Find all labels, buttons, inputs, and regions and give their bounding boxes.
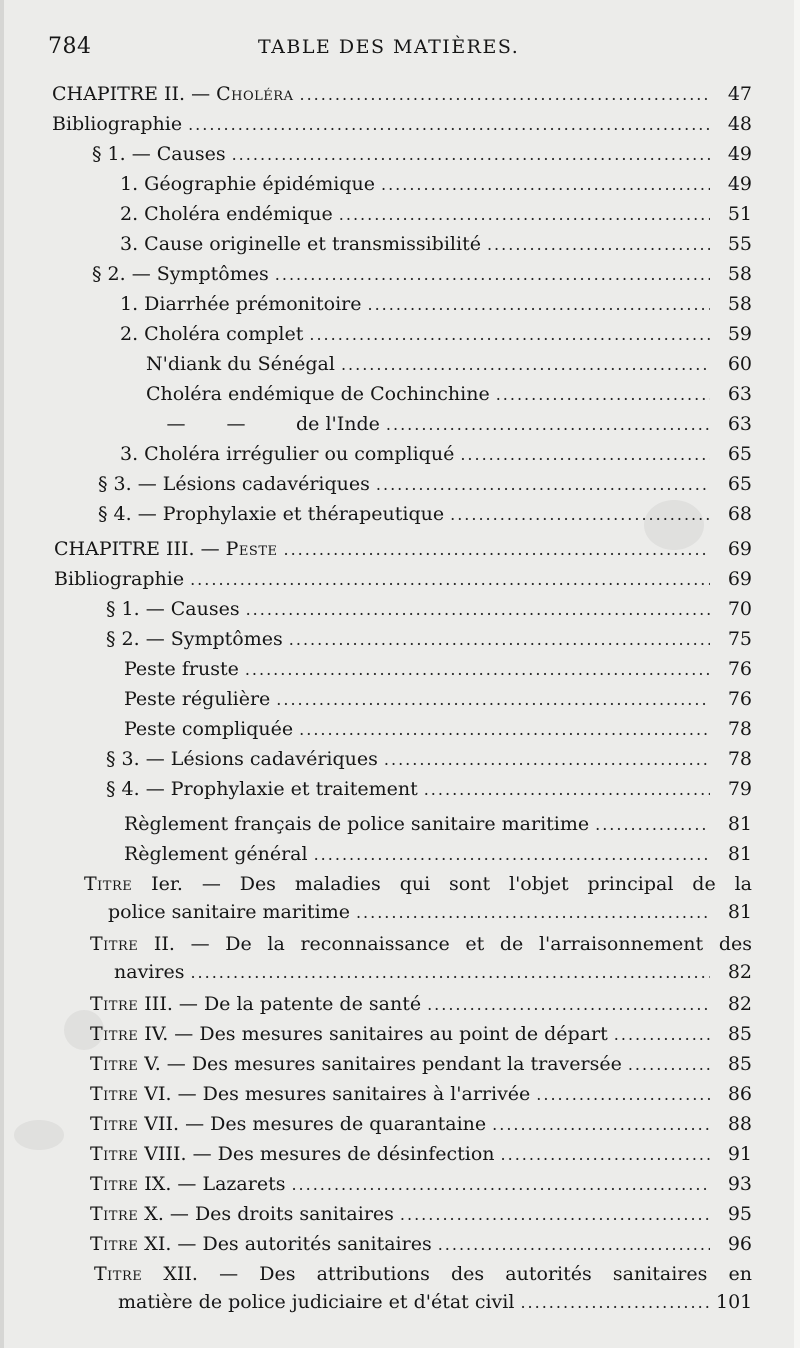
entry-title: [106, 625, 283, 653]
entry-text: 2. Choléra complet: [120, 323, 304, 345]
entry-title: [90, 1050, 622, 1078]
dot-leader: [245, 656, 710, 684]
entry-title: [124, 655, 239, 683]
entry-text: IX. — Lazarets: [138, 1173, 286, 1195]
dot-leader: [291, 1171, 710, 1199]
toc-entry: [52, 80, 752, 108]
dot-leader: [595, 811, 710, 839]
toc-entry: [90, 990, 752, 1018]
entry-title: [90, 1080, 530, 1108]
page-header: [48, 34, 748, 68]
table-of-contents: [4, 80, 800, 1320]
entry-text-continued: matière de police judiciaire et d'état civil: [118, 1291, 515, 1313]
toc-entry: [106, 775, 752, 803]
entry-text: Choléra endémique de Cochinchine: [146, 383, 490, 405]
dot-leader: [339, 201, 710, 229]
dot-leader: [367, 291, 710, 319]
entry-text: II. — De la reconnaissance et de l'arraisonnement des: [138, 933, 752, 955]
smallcaps-label: Titre: [90, 933, 139, 955]
smallcaps-label: Titre: [90, 1113, 139, 1135]
dot-leader: [232, 141, 710, 169]
page-ref: 95: [727, 1203, 752, 1225]
smallcaps-label: Peste: [225, 538, 278, 560]
toc-entry: [90, 1020, 752, 1048]
entry-title: [106, 745, 378, 773]
entry-text: Peste fruste: [124, 658, 239, 680]
dot-leader: [309, 321, 710, 349]
entry-text: VII. — Des mesures de quarantaine: [138, 1113, 487, 1135]
dot-leader: [438, 1231, 710, 1259]
entry-line-1: [94, 1260, 752, 1288]
entry-title: [90, 1110, 486, 1138]
page-ref: 69: [727, 568, 752, 590]
entry-title: [84, 873, 752, 895]
toc-entry: [90, 1110, 752, 1138]
entry-title: [98, 470, 370, 498]
entry-text: 1. Géographie épidémique: [120, 173, 375, 195]
entry-title: [146, 410, 380, 438]
dot-leader: [246, 596, 710, 624]
entry-text: de l'Inde: [296, 413, 380, 435]
entry-title: [120, 290, 361, 318]
dot-leader: [276, 686, 710, 714]
entry-text: 2. Choléra endémique: [120, 203, 333, 225]
toc-entry: [120, 230, 752, 258]
entry-title: [120, 440, 454, 468]
entry-title: [90, 1200, 394, 1228]
entry-title: [90, 1020, 608, 1048]
page-ref: 68: [727, 503, 752, 525]
smallcaps-label: Titre: [90, 1083, 139, 1105]
entry-text: § 2. — Symptômes: [106, 628, 283, 650]
entry-text-continued: navires: [114, 961, 185, 983]
toc-entry: [90, 1200, 752, 1228]
entry-title: [90, 933, 752, 955]
toc-entry: [98, 470, 752, 498]
entry-title: [120, 320, 303, 348]
dot-leader: [314, 841, 710, 869]
dot-leader: [424, 776, 710, 804]
toc-entry: [90, 1080, 752, 1108]
entry-text: § 1. — Causes: [92, 143, 226, 165]
page-ref: 79: [727, 778, 752, 800]
entry-text: Bibliographie: [52, 113, 183, 135]
page-ref: 82: [727, 961, 752, 983]
entry-text: § 4. — Prophylaxie et thérapeutique: [98, 503, 445, 525]
toc-entry: [120, 200, 752, 228]
page-ref: 55: [727, 233, 752, 255]
entry-text: § 2. — Symptômes: [92, 263, 269, 285]
ditto-mark: —: [226, 413, 246, 435]
smallcaps-label: Titre: [90, 1233, 139, 1255]
entry-title: [120, 170, 375, 198]
entry-title: [52, 80, 293, 108]
dot-leader: [536, 1081, 710, 1109]
page-ref: 60: [727, 353, 752, 375]
entry-title: [92, 260, 269, 288]
page-ref: 69: [727, 538, 752, 560]
page-ref: 88: [727, 1113, 752, 1135]
entry-title: [120, 230, 481, 258]
page-ref: 76: [727, 658, 752, 680]
toc-entry: [120, 170, 752, 198]
entry-text: N'diank du Sénégal: [146, 353, 335, 375]
entry-text: X. — Des droits sanitaires: [138, 1203, 394, 1225]
entry-title: [124, 810, 589, 838]
toc-entry: [90, 1170, 752, 1198]
smallcaps-label: Titre: [90, 1053, 139, 1075]
dot-leader: [460, 441, 710, 469]
toc-entry: [124, 840, 752, 868]
entry-text: 3. Choléra irrégulier ou compliqué: [120, 443, 455, 465]
toc-entry: [120, 440, 752, 468]
entry-title: [90, 1140, 495, 1168]
toc-entry: [92, 140, 752, 168]
page-ref: 81: [727, 813, 752, 835]
entry-title: [98, 500, 444, 528]
page-ref: 81: [727, 901, 752, 923]
toc-entry: [84, 870, 752, 927]
toc-entry: [90, 1230, 752, 1258]
dot-leader: [190, 959, 710, 987]
entry-title: [90, 990, 421, 1018]
entry-title: [124, 685, 270, 713]
page-ref: 48: [727, 113, 752, 135]
smallcaps-label: Choléra: [216, 83, 294, 105]
toc-entry: [106, 745, 752, 773]
page-ref: 101: [716, 1291, 753, 1313]
entry-title: [92, 140, 226, 168]
toc-entry: [106, 595, 752, 623]
entry-text: IV. — Des mesures sanitaires au point de départ: [138, 1023, 608, 1045]
entry-title: [52, 110, 182, 138]
entry-text: § 3. — Lésions cadavériques: [98, 473, 370, 495]
entry-text: VI. — Des mesures sanitaires à l'arrivée: [138, 1083, 531, 1105]
entry-text: Bibliographie: [54, 568, 185, 590]
entry-title: [124, 715, 293, 743]
entry-title: [54, 535, 277, 563]
page-ref: 49: [727, 143, 752, 165]
dot-leader: [628, 1051, 710, 1079]
page-ref: 93: [727, 1173, 752, 1195]
page-ref: 96: [727, 1233, 752, 1255]
entry-text: Peste compliquée: [124, 718, 294, 740]
page-ref: 91: [727, 1143, 752, 1165]
toc-entry: [124, 655, 752, 683]
dot-leader: [614, 1021, 710, 1049]
toc-entry: [124, 810, 752, 838]
toc-entry: [120, 290, 752, 318]
smallcaps-label: Titre: [94, 1263, 143, 1285]
page-ref: 70: [727, 598, 752, 620]
entry-text: § 3. — Lésions cadavériques: [106, 748, 378, 770]
page-ref: 82: [727, 993, 752, 1015]
entry-text: Ier. — Des maladies qui sont l'objet principal de la: [132, 873, 752, 895]
entry-title: [146, 350, 335, 378]
entry-text: VIII. — Des mesures de désinfection: [138, 1143, 495, 1165]
chapter-label: CHAPITRE II. —: [52, 83, 217, 105]
entry-text: V. — Des mesures sanitaires pendant la traversée: [138, 1053, 622, 1075]
dot-leader: [299, 716, 710, 744]
toc-entry: [90, 1050, 752, 1078]
toc-entry: [120, 320, 752, 348]
toc-entry: [106, 625, 752, 653]
page-ref: 76: [727, 688, 752, 710]
entry-title: [94, 1263, 752, 1285]
page-ref: 59: [727, 323, 752, 345]
entry-text: 1. Diarrhée prémonitoire: [120, 293, 362, 315]
entry-title: [90, 1230, 432, 1258]
dot-leader: [188, 111, 710, 139]
entry-title: [106, 775, 418, 803]
dot-leader: [520, 1289, 710, 1317]
entry-title: [124, 840, 308, 868]
dot-leader: [384, 746, 710, 774]
entry-line-2: [94, 1288, 752, 1317]
dot-leader: [341, 351, 710, 379]
toc-entry: [124, 715, 752, 743]
toc-entry: [90, 930, 752, 987]
ditto-mark: —: [166, 413, 186, 435]
page-ref: 47: [727, 83, 752, 105]
dot-leader: [299, 81, 710, 109]
entry-text: Peste régulière: [124, 688, 271, 710]
dot-leader: [376, 471, 710, 499]
page-ref: 65: [727, 443, 752, 465]
dot-leader: [190, 566, 710, 594]
page-ref: 58: [727, 263, 752, 285]
entry-text: XI. — Des autorités sanitaires: [138, 1233, 432, 1255]
entry-title: [106, 595, 240, 623]
dot-leader: [289, 626, 710, 654]
dot-leader: [450, 501, 710, 529]
page-ref: 58: [727, 293, 752, 315]
toc-entry: [90, 1140, 752, 1168]
dot-leader: [381, 171, 710, 199]
entry-text: 3. Cause originelle et transmissibilité: [120, 233, 481, 255]
page-ref: 63: [727, 383, 752, 405]
entry-text: III. — De la patente de santé: [138, 993, 422, 1015]
smallcaps-label: Titre: [84, 873, 133, 895]
page-ref: 85: [727, 1023, 752, 1045]
toc-entry: [146, 350, 752, 378]
smallcaps-label: Titre: [90, 1143, 139, 1165]
running-title: TABLE DES MATIÈRES.: [258, 36, 520, 58]
entry-title: [120, 200, 333, 228]
entry-text: Règlement français de police sanitaire maritime: [124, 813, 590, 835]
dot-leader: [400, 1201, 710, 1229]
toc-entry: [146, 380, 752, 408]
entry-text: Règlement général: [124, 843, 308, 865]
page-ref: 78: [727, 748, 752, 770]
toc-entry: [92, 260, 752, 288]
smallcaps-label: Titre: [90, 1173, 139, 1195]
toc-entry: [54, 565, 752, 593]
smallcaps-label: Titre: [90, 1023, 139, 1045]
toc-entry: [94, 1260, 752, 1317]
entry-text: § 4. — Prophylaxie et traitement: [106, 778, 418, 800]
entry-text: XII. — Des attributions des autorités sanitaires en: [142, 1263, 752, 1285]
entry-line-1: [84, 870, 752, 898]
entry-line-2: [84, 898, 752, 927]
dot-leader: [356, 899, 710, 927]
page-ref: 63: [727, 413, 752, 435]
dot-leader: [275, 261, 710, 289]
entry-text-continued: police sanitaire maritime: [108, 901, 350, 923]
smallcaps-label: Titre: [90, 993, 139, 1015]
dot-leader: [496, 381, 710, 409]
chapter-label: CHAPITRE III. —: [54, 538, 226, 560]
toc-entry: [146, 410, 752, 438]
page-ref: 78: [727, 718, 752, 740]
toc-entry: [54, 535, 752, 563]
page-ref: 75: [727, 628, 752, 650]
page-ref: 86: [727, 1083, 752, 1105]
page-ref: 65: [727, 473, 752, 495]
entry-line-1: [90, 930, 752, 958]
page-ref: 51: [727, 203, 752, 225]
dot-leader: [427, 991, 710, 1019]
toc-entry: [124, 685, 752, 713]
page-ref: 49: [727, 173, 752, 195]
dot-leader: [492, 1111, 710, 1139]
entry-title: [90, 1170, 285, 1198]
entry-title: [146, 380, 490, 408]
toc-entry: [52, 110, 752, 138]
dot-leader: [487, 231, 710, 259]
page-number: 784: [48, 34, 92, 59]
dot-leader: [501, 1141, 710, 1169]
entry-text: § 1. — Causes: [106, 598, 240, 620]
smallcaps-label: Titre: [90, 1203, 139, 1225]
entry-line-2: [90, 958, 752, 987]
dot-leader: [283, 536, 710, 564]
page-ref: 81: [727, 843, 752, 865]
toc-entry: [98, 500, 752, 528]
page-ref: 85: [727, 1053, 752, 1075]
dot-leader: [386, 411, 710, 439]
entry-title: [54, 565, 184, 593]
